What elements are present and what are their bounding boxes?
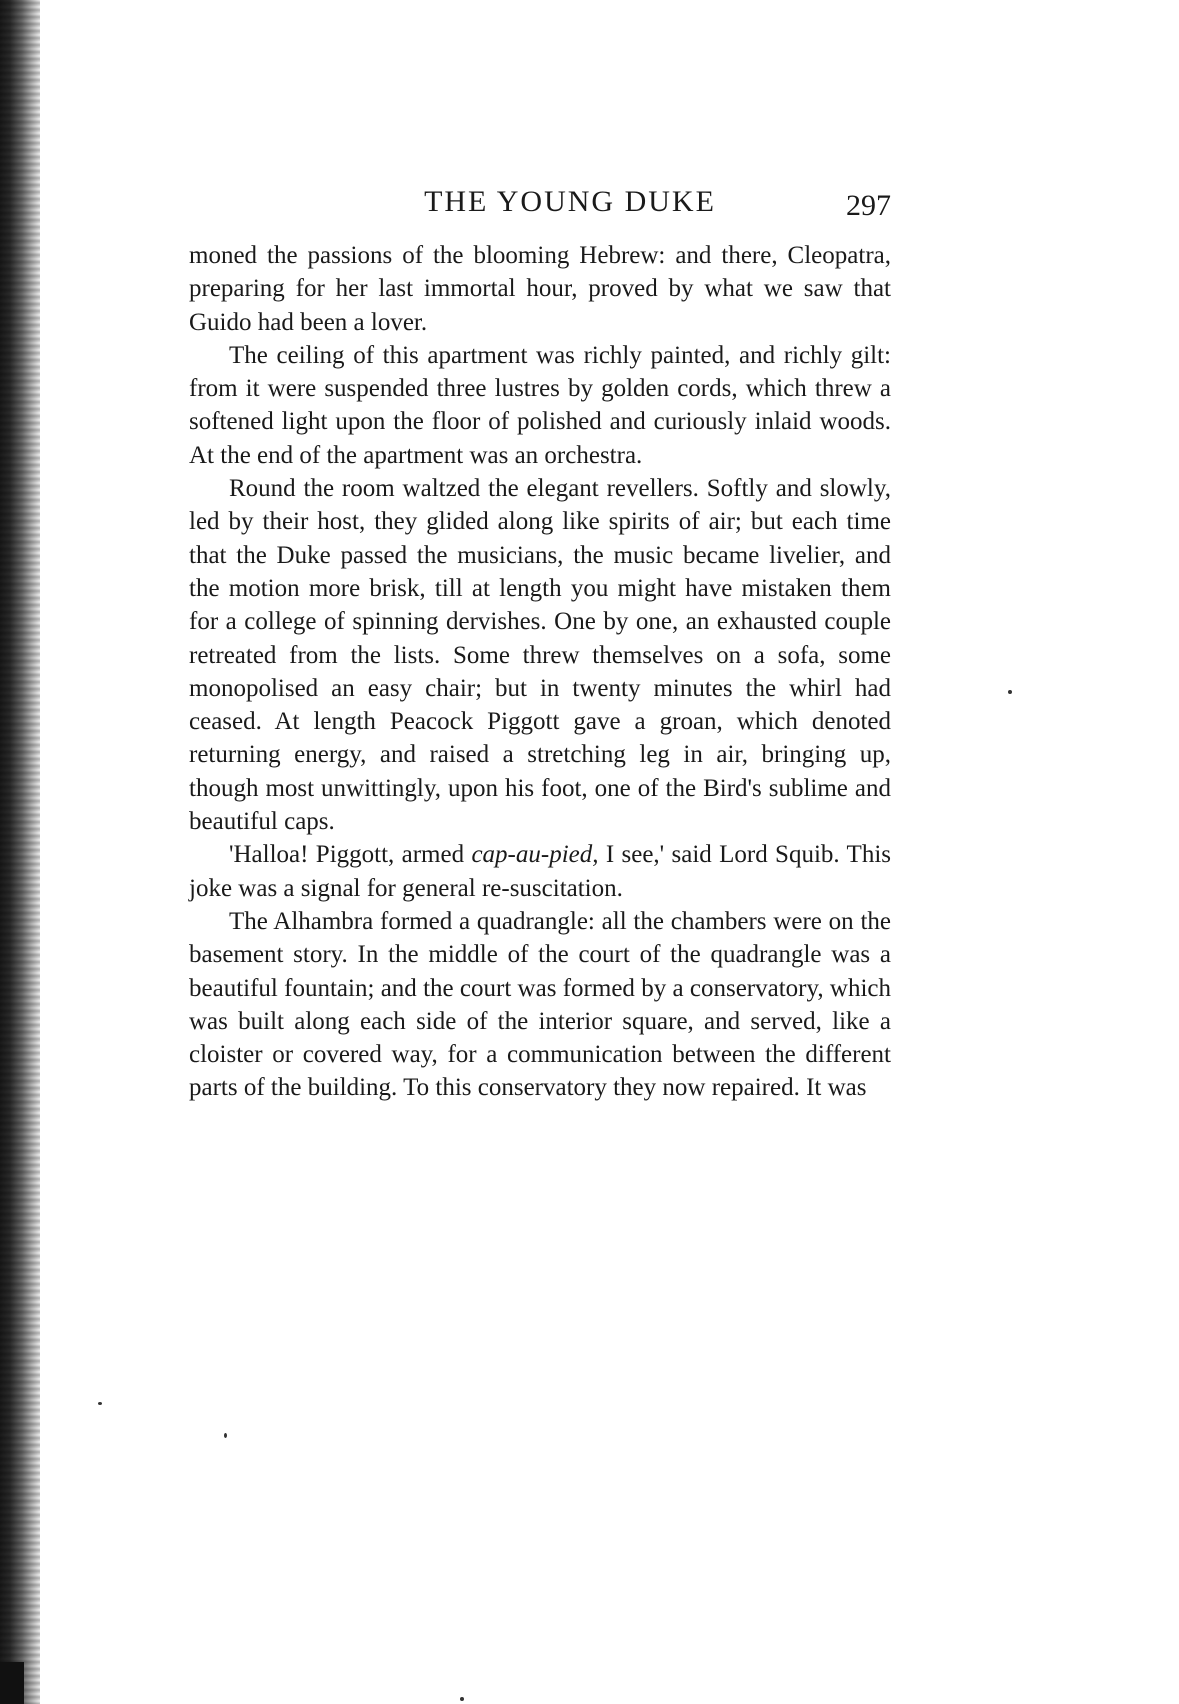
dialogue-text-continued: I see,' said Lord Squib. This joke was a signal for general re-suscitation. bbox=[189, 841, 891, 902]
paragraph: Round the room waltzed the elegant revellers. Softly and slowly, led by their host, they glided along like spirits of air; but each time that the Duke passed the musicians, the music became livelier, and the motion more brisk, till at length you might have mistaken them for a college of spinning dervishes. One by one, an exhausted couple retreated from the lists. Some threw themselves on a sofa, some monopolised an easy chair; but in twenty minutes the whirl had ceased. At length Peacock Piggott gave a groan, which denoted returning energy, and raised a stretching leg in air, bringing up, though most unwittingly, upon his foot, one of the Bird's sublime and beautiful caps. bbox=[189, 475, 891, 836]
book-binding-edge bbox=[0, 0, 40, 1704]
paragraph: The Alhambra formed a quadrangle: all the chambers were on the basement story. In the middle of the court of the quadrangle was a beautiful fountain; and the court was formed by a conservatory, which was built along each side of the interior square, and served, like a cloister or covered way, for a communication between the different parts of the building. To this conservatory they now repaired. It was bbox=[189, 907, 891, 1102]
print-speck bbox=[224, 1433, 227, 1438]
book-title: THE YOUNG DUKE bbox=[424, 185, 716, 218]
italic-phrase: cap-au-pied, bbox=[471, 841, 599, 869]
print-speck bbox=[460, 1697, 464, 1701]
body-text bbox=[189, 239, 891, 1105]
running-header bbox=[189, 185, 891, 229]
print-speck bbox=[98, 1402, 102, 1405]
book-page bbox=[189, 185, 891, 1105]
paragraph bbox=[189, 838, 891, 905]
paragraph: moned the passions of the blooming Hebrew: and there, Cleopatra, preparing for her last immortal hour, proved by what we saw that Guido had been a lover. bbox=[189, 242, 891, 336]
dialogue-text: 'Halloa! Piggott, armed bbox=[229, 841, 472, 869]
binding-tab bbox=[0, 1662, 24, 1704]
paragraph: The ceiling of this apartment was richly painted, and richly gilt: from it were suspended three lustres by golden cords, which threw a softened light upon the floor of polished and curiously inlaid woods. At the end of the apartment was an orchestra. bbox=[189, 341, 891, 469]
print-speck bbox=[1008, 690, 1012, 694]
page-number: 297 bbox=[846, 189, 891, 222]
